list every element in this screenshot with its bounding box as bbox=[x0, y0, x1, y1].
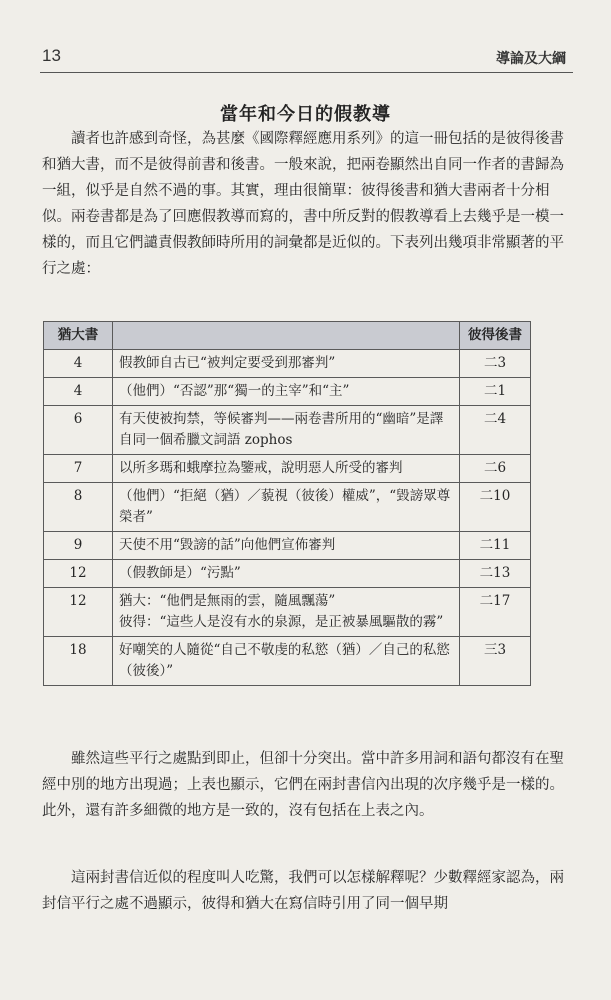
table-row bbox=[44, 455, 531, 483]
page-number: 13 bbox=[42, 46, 61, 65]
2peter-ref: 二13 bbox=[460, 560, 531, 588]
table-row bbox=[44, 637, 531, 686]
header-jude: 猶大書 bbox=[44, 322, 113, 350]
jude-ref: 9 bbox=[44, 532, 113, 560]
parallel-line: 好嘲笑的人隨從“自己不敬虔的私慾（猶）／自己的私慾（彼後）” bbox=[119, 642, 450, 679]
parallel-text bbox=[113, 532, 460, 560]
2peter-ref: 二1 bbox=[460, 378, 531, 406]
parallel-line-jude: 猶大：“他們是無雨的雲，隨風飄蕩” bbox=[119, 593, 336, 609]
parallel-line: （假教師是）“污點” bbox=[119, 565, 241, 581]
table-row bbox=[44, 483, 531, 532]
parallel-line: （他們）“拒絕（猶）／藐視（彼後）權威”，“毀謗眾尊榮者” bbox=[119, 488, 451, 525]
2peter-ref: 二10 bbox=[460, 483, 531, 532]
parallel-line: 天使不用“毀謗的話”向他們宣佈審判 bbox=[119, 537, 336, 553]
parallel-line: （他們）“否認”那“獨一的主宰”和“主” bbox=[119, 383, 350, 399]
table-row bbox=[44, 560, 531, 588]
jude-ref: 4 bbox=[44, 350, 113, 378]
2peter-ref: 三3 bbox=[460, 637, 531, 686]
section-title: 當年和今日的假教導 bbox=[220, 104, 391, 125]
header-description bbox=[113, 322, 460, 350]
header-2peter: 彼得後書 bbox=[460, 322, 531, 350]
header-rule bbox=[40, 72, 573, 73]
parallels-table bbox=[43, 321, 531, 686]
parallel-text bbox=[113, 637, 460, 686]
parallel-text bbox=[113, 350, 460, 378]
parallel-text bbox=[113, 560, 460, 588]
2peter-ref: 二3 bbox=[460, 350, 531, 378]
jude-ref: 8 bbox=[44, 483, 113, 532]
2peter-ref: 二4 bbox=[460, 406, 531, 455]
table-header-row bbox=[44, 322, 531, 350]
2peter-ref: 二11 bbox=[460, 532, 531, 560]
jude-ref: 7 bbox=[44, 455, 113, 483]
jude-ref: 4 bbox=[44, 378, 113, 406]
parallel-text bbox=[113, 588, 460, 637]
2peter-ref: 二17 bbox=[460, 588, 531, 637]
after-table-paragraph: 雖然這些平行之處點到即止，但卻十分突出。當中許多用詞和語句都沒有在聖經中別的地方出現過；上表也顯示，它們在兩封書信內出現的次序幾乎是一樣的。此外，還有許多細微的地方是一致的，沒有包括在上表之內。 bbox=[42, 751, 564, 819]
running-head: 導論及大綱 bbox=[496, 51, 566, 67]
parallel-line: 有天使被拘禁，等候審判——兩卷書所用的“幽暗”是譯自同一個希臘文詞語 zophos bbox=[119, 411, 444, 448]
table-row bbox=[44, 350, 531, 378]
closing-paragraph: 這兩封書信近似的程度叫人吃驚，我們可以怎樣解釋呢？少數釋經家認為，兩封信平行之處不過顯示，彼得和猶大在寫信時引用了同一個早期 bbox=[42, 870, 564, 912]
parallel-line: 假教師自古已“被判定要受到那審判” bbox=[119, 355, 336, 371]
jude-ref: 12 bbox=[44, 560, 113, 588]
table-row bbox=[44, 406, 531, 455]
jude-ref: 18 bbox=[44, 637, 113, 686]
table-row bbox=[44, 378, 531, 406]
parallel-line-2peter: 彼得：“這些人是沒有水的泉源，是正被暴風驅散的霧” bbox=[119, 614, 444, 630]
intro-paragraph: 讀者也許感到奇怪，為甚麼《國際釋經應用系列》的這一冊包括的是彼得後書和猶大書，而不是彼得前書和後書。一般來說，把兩卷顯然出自同一作者的書歸為一組，似乎是自然不過的事。其實，理由很簡單：彼得後書和猶大書兩者十分相似。兩卷書都是為了回應假教導而寫的，書中所反對的假教導看上去幾乎是一模一樣的，而且它們譴責假教師時所用的詞彙都是近似的。下表列出幾項非常顯著的平行之處： bbox=[42, 131, 564, 277]
parallel-text bbox=[113, 378, 460, 406]
table-row bbox=[44, 532, 531, 560]
parallel-text bbox=[113, 455, 460, 483]
parallel-line: 以所多瑪和蛾摩拉為鑒戒，說明惡人所受的審判 bbox=[119, 460, 403, 476]
jude-ref: 12 bbox=[44, 588, 113, 637]
table-row bbox=[44, 588, 531, 637]
2peter-ref: 二6 bbox=[460, 455, 531, 483]
parallel-text bbox=[113, 483, 460, 532]
jude-ref: 6 bbox=[44, 406, 113, 455]
parallel-text bbox=[113, 406, 460, 455]
